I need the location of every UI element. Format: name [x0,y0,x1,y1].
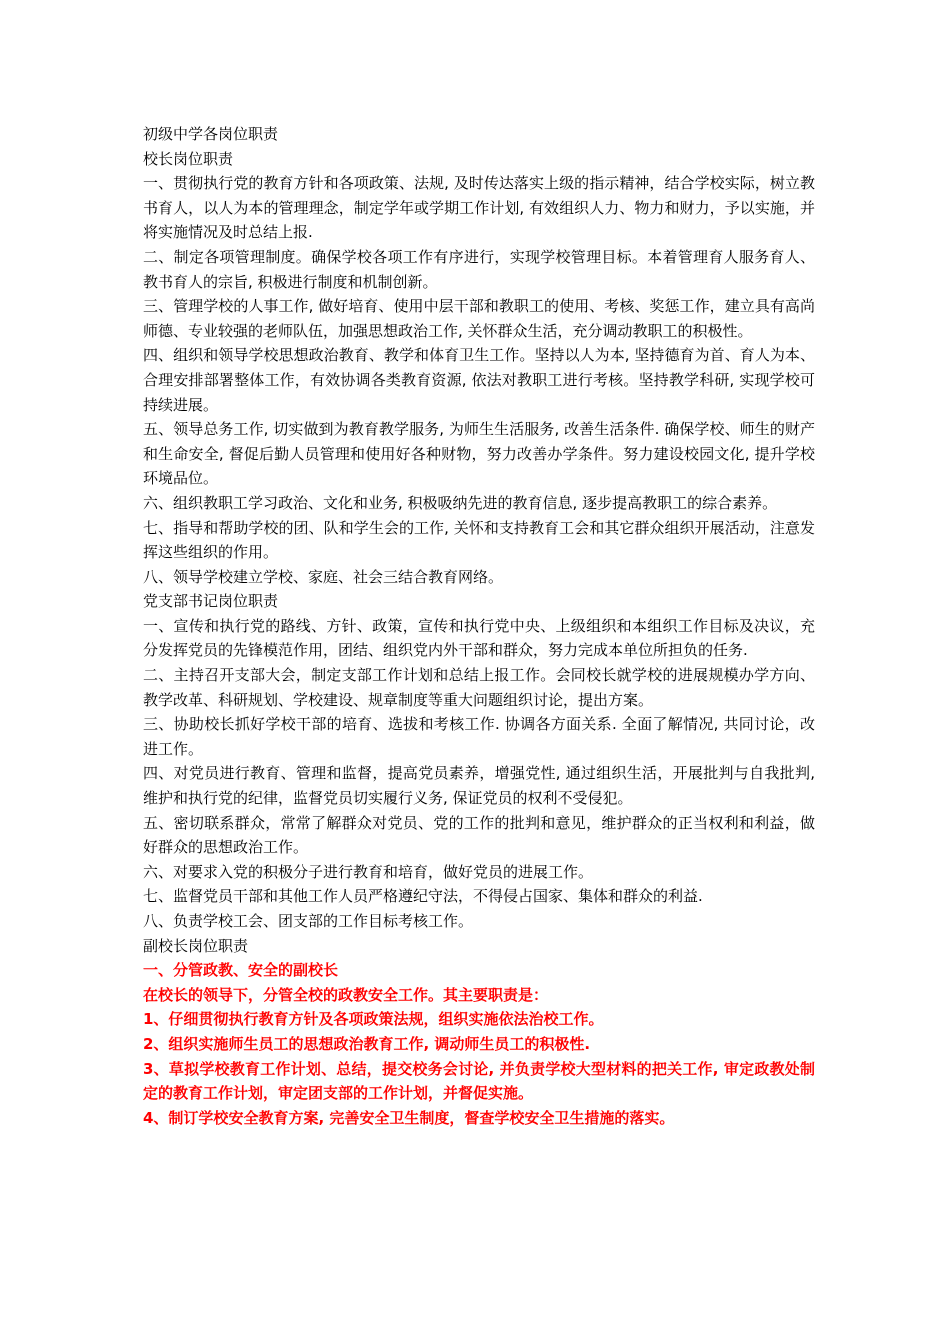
secretary-duties-heading: 党支部书记岗位职责 [143,592,279,611]
vice-principal-duty-2: 2、组织实施师生员工的思想政治教育工作, 调动师生员工的积极性. [143,1034,591,1053]
principal-duty-1: 一、贯彻执行党的教育方针和各项政策、法规, 及时传达落实上级的指示精神，结合学校实际，树立教书育人，以人为本的管理理念，制定学年或学期工作计划, 有效组织人力、物力和财力，予以实施，并将实施情况及时总结上报. [143,174,815,242]
principal-duty-6: 六、组织教职工学习政治、文化和业务, 积极吸纳先进的教育信息, 逐步提高教职工的综合素养。 [143,493,778,512]
secretary-duty-6: 六、对要求入党的积极分子进行教育和培育，做好党员的进展工作。 [143,862,594,881]
vice-principal-subheading: 一、分管政教、安全的副校长 [143,961,339,980]
principal-duty-8: 八、领导学校建立学校、家庭、社会三结合教育网络。 [143,567,504,586]
principal-duties-heading: 校长岗位职责 [143,149,234,168]
secretary-duty-4: 四、对党员进行教育、管理和监督，提高党员素养，增强党性, 通过组织生活，开展批判与自我批判, 维护和执行党的纪律，监督党员切实履行义务, 保证党员的权利不受侵犯。 [143,764,815,808]
secretary-duty-5: 五、密切联系群众，常常了解群众对党员、党的工作的批判和意见，维护群众的正当权利和利益，做好群众的思想政治工作。 [143,813,815,857]
secretary-duty-8: 八、负责学校工会、团支部的工作目标考核工作。 [143,912,474,930]
vice-principal-duty-3: 3、草拟学校教育工作计划、总结，提交校务会讨论, 并负责学校大型材料的把关工作, 审定政教处制定的教育工作计划，审定团支部的工作计划，并督促实施。 [143,1059,815,1103]
principal-duty-2: 二、制定各项管理制度。确保学校各项工作有序进行，实现学校管理目标。本着管理育人服务育人、教书育人的宗旨, 积极进行制度和机制创新。 [143,247,815,291]
secretary-duty-3: 三、协助校长抓好学校干部的培育、选拔和考核工作. 协调各方面关系. 全面了解情况, 共同讨论，改进工作。 [143,715,815,758]
secretary-duty-1: 一、宣传和执行党的路线、方针、政策，宣传和执行党中央、上级组织和本组织工作目标及决议，充分发挥党员的先锋模范作用，团结、组织党内外干部和群众，努力完成本单位所担负的任务. [143,616,815,660]
vice-principal-duty-4: 4、制订学校安全教育方案, 完善安全卫生制度，督查学校安全卫生措施的落实。 [143,1108,675,1127]
secretary-duty-2: 二、主持召开支部大会，制定支部工作计划和总结上报工作。会同校长就学校的进展规模办学方向、教学改革、科研规划、学校建设、规章制度等重大问题组织讨论，提出方案。 [143,666,815,709]
document-body [143,122,815,1130]
principal-duty-4: 四、组织和领导学校思想政治教育、教学和体育卫生工作。坚持以人为本, 坚持德育为首、育人为本、合理安排部署整体工作，有效协调各类教育资源, 依法对教职工进行考核。坚持教学科研, 实现学校可持续进展。 [143,346,815,414]
secretary-duty-7: 七、监督党员干部和其他工作人员严格遵纪守法，不得侵占国家、集体和群众的利益. [143,887,703,906]
vice-principal-duty-1: 1、仔细贯彻执行教育方针及各项政策法规，组织实施依法治校工作。 [143,1010,604,1029]
vice-principal-duties-heading: 副校长岗位职责 [143,936,249,955]
vice-principal-intro: 在校长的领导下，分管全校的政教安全工作。其主要职责是： [143,985,549,1004]
principal-duty-7: 七、指导和帮助学校的团、队和学生会的工作, 关怀和支持教育工会和其它群众组织开展活动，注意发挥这些组织的作用。 [143,518,815,562]
document-title: 初级中学各岗位职责 [143,125,279,143]
principal-duty-3: 三、管理学校的人事工作, 做好培育、使用中层干部和教职工的使用、考核、奖惩工作，建立具有高尚师德、专业较强的老师队伍，加强思想政治工作, 关怀群众生活，充分调动教职工的积极性。 [143,297,815,340]
principal-duty-5: 五、领导总务工作, 切实做到为教育教学服务, 为师生生活服务, 改善生活条件. 确保学校、师生的财产和生命安全, 督促后勤人员管理和使用好各种财物，努力改善办学条件。努力建设校园文化, 提升学校环境品位。 [143,420,815,488]
